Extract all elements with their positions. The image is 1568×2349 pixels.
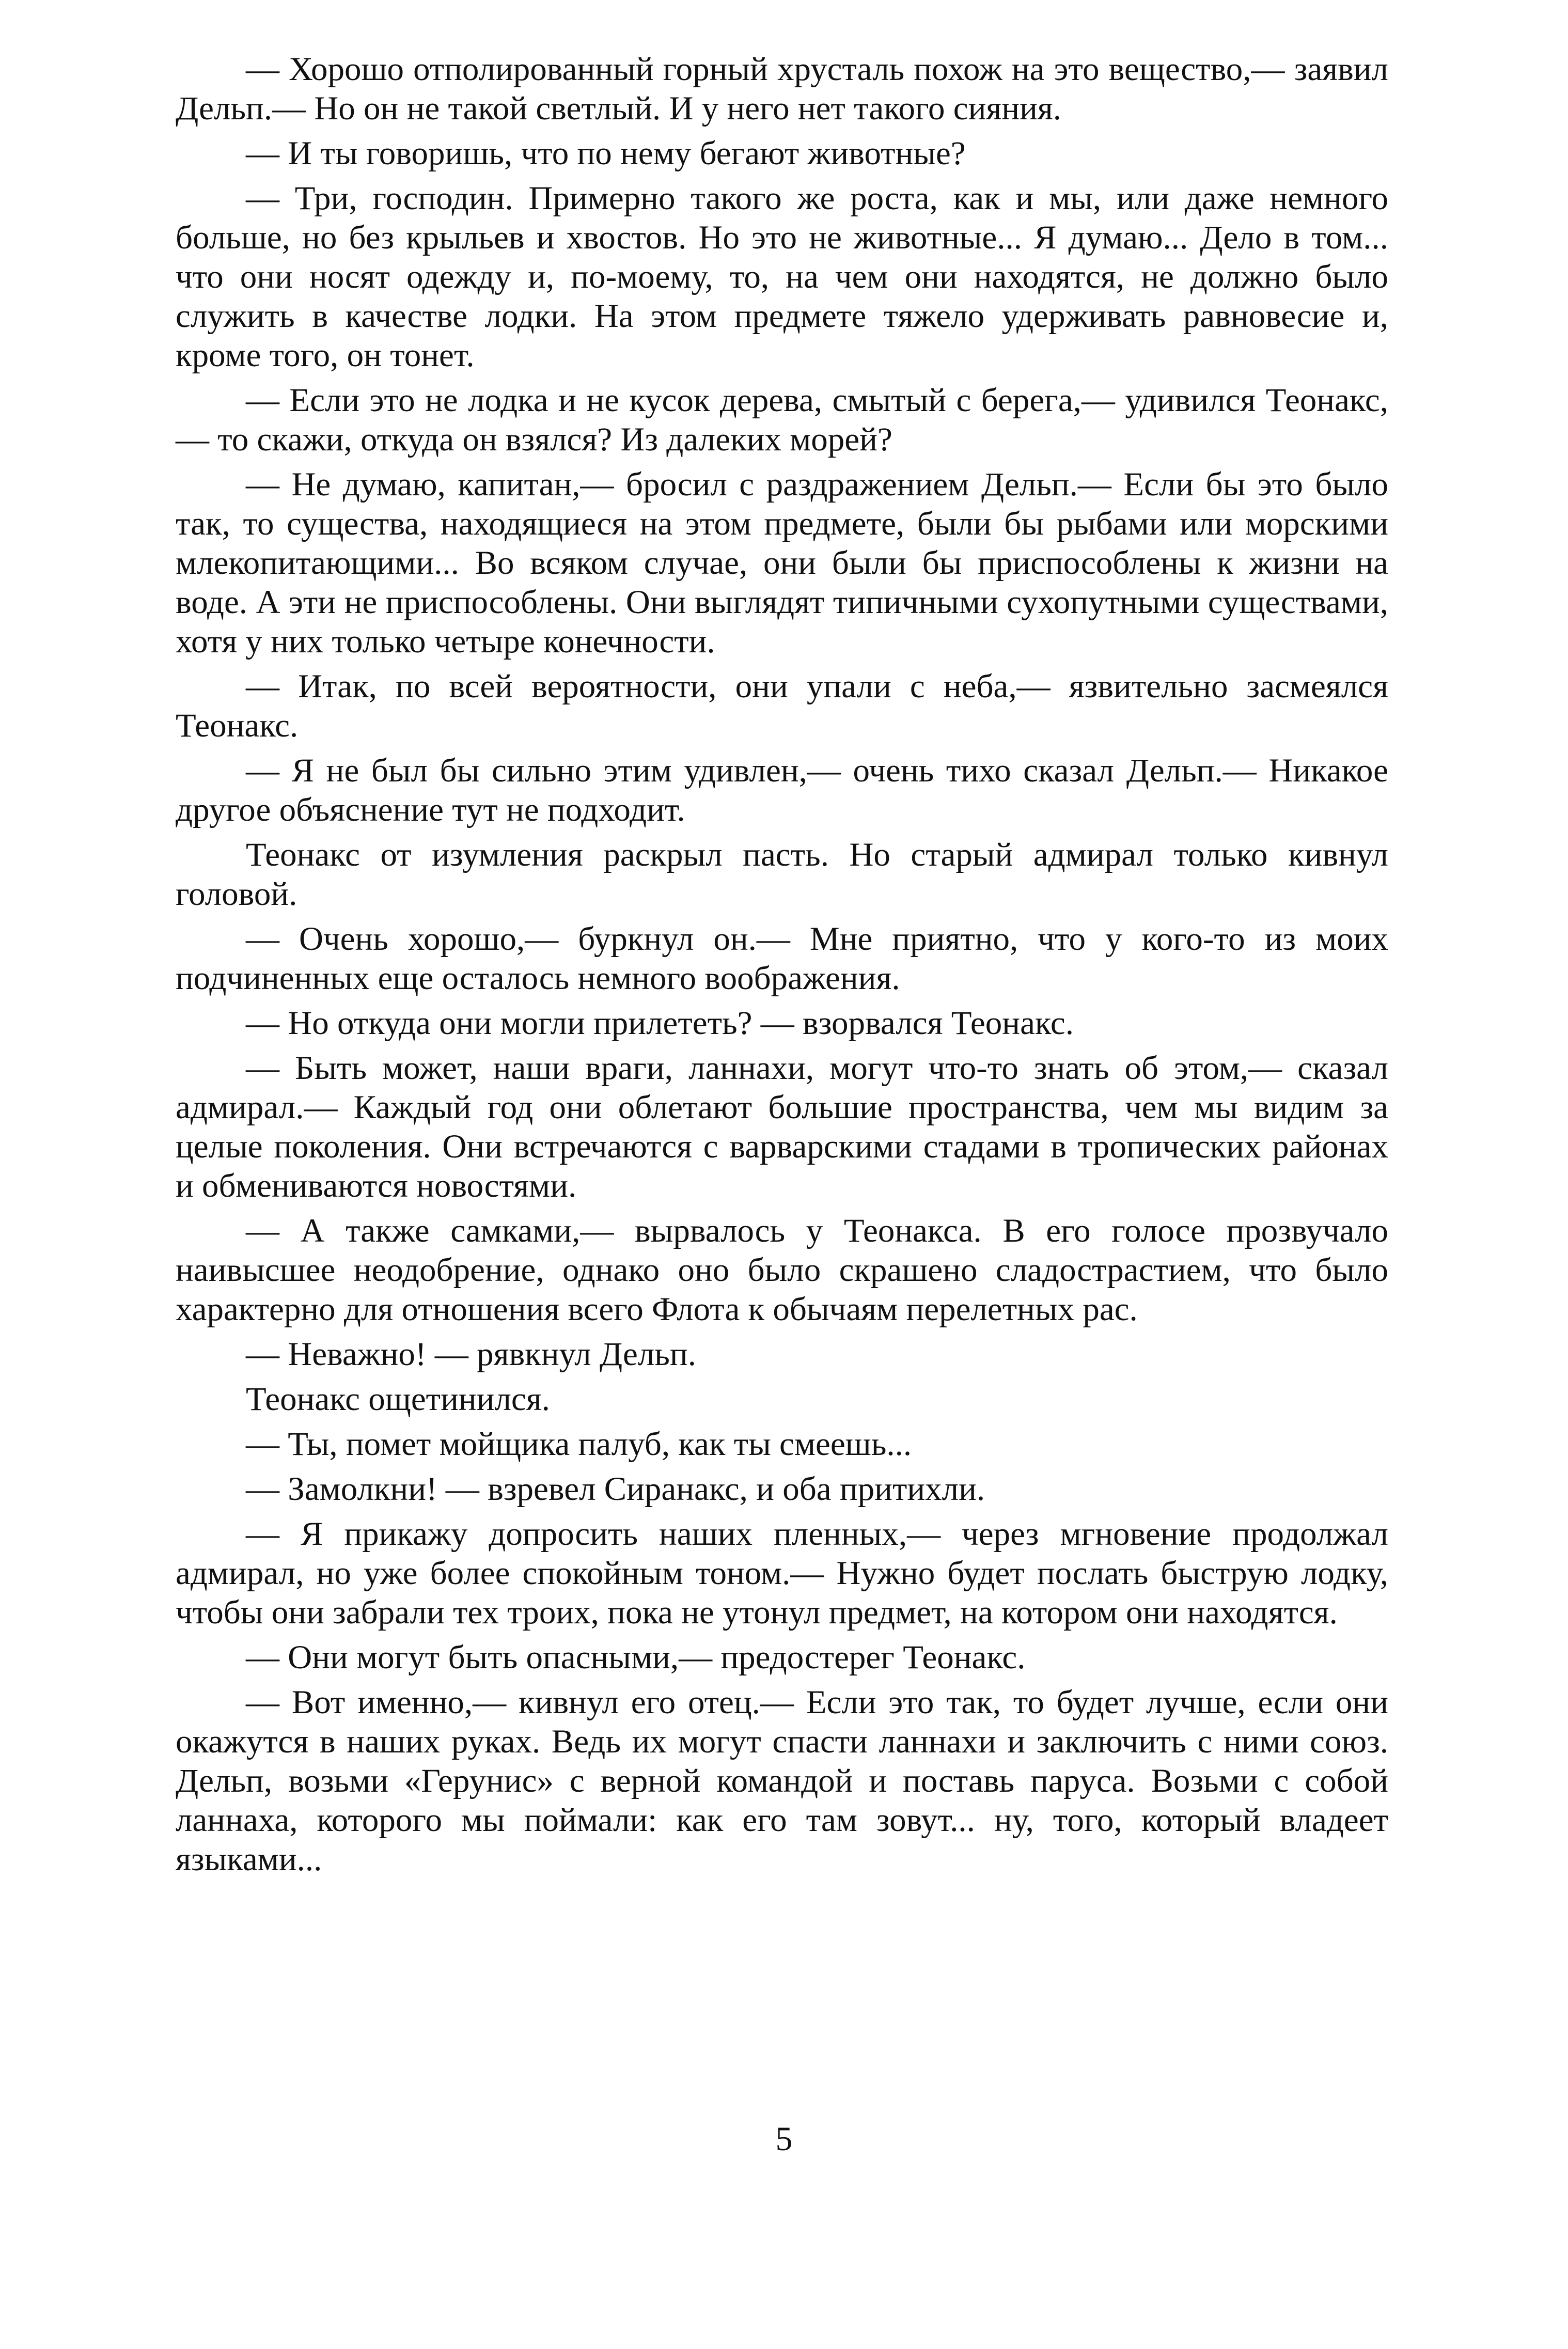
paragraph: — Итак, по всей вероятности, они упали с неба,— язвительно засмеялся Теонакс. (176, 668, 1388, 744)
paragraph: — И ты говоришь, что по нему бегают животные? (246, 135, 966, 172)
paragraph: Теонакс ощетинился. (246, 1381, 550, 1418)
paragraph: — Я не был бы сильно этим удивлен,— очень тихо сказал Дельп.— Никакое другое объяснение тут не подходит. (176, 752, 1388, 828)
paragraph: — Я прикажу допросить наших пленных,— через мгновение продолжал адмирал, но уже более спокойным тоном.— Нужно будет послать быструю лодку, чтобы они забрали тех троих, пока не утонул предмет, на котором они находятся. (176, 1515, 1388, 1631)
paragraph: — Очень хорошо,— буркнул он.— Мне приятно, что у кого-то из моих подчиненных еще осталось немного воображения. (176, 920, 1388, 997)
paragraph: — Хорошо отполированный горный хрусталь похож на это вещество,— заявил Дельп.— Но он не такой светлый. И у него нет такого сияния. (176, 51, 1388, 127)
paragraph: Теонакс от изумления раскрыл пасть. Но старый адмирал только кивнул головой. (176, 836, 1388, 913)
paragraph: — Быть может, наши враги, ланнахи, могут что-то знать об этом,— сказал адмирал.— Каждый год они облетают большие пространства, чем мы видим за целые поколения. Они встречаются с варварскими стадами в тропических районах и обмениваются новостями. (176, 1050, 1388, 1204)
page-number: 5 (775, 2120, 793, 2158)
paragraph: — Замолкни! — взревел Сиранакс, и оба притихли. (246, 1470, 985, 1508)
paragraph: — Три, господин. Примерно такого же роста, как и мы, или даже немного больше, но без крыльев и хвостов. Но это не животные... Я думаю... Дело в том... что они носят одежду и, по-моему, то, на чем они находятся, не должно было служить в качестве лодки. На этом предмете тяжело удерживать равновесие и, кроме того, он тонет. (176, 180, 1388, 374)
paragraph: — А также самками,— вырвалось у Теонакса. В его голосе прозвучало наивысшее неодобрение, однако оно было скрашено сладострастием, что было характерно для отношения всего Флота к обычаям перелетных рас. (176, 1212, 1388, 1328)
paragraph: — Ты, помет мойщика палуб, как ты смеешь... (246, 1426, 912, 1463)
paragraph: — Если это не лодка и не кусок дерева, смытый с берега,— удивился Теонакс,— то скажи, откуда он взялся? Из далеких морей? (176, 382, 1388, 458)
paragraph: — Они могут быть опасными,— предостерег Теонакс. (246, 1639, 1026, 1676)
paragraph: — Не думаю, капитан,— бросил с раздражением Дельп.— Если бы это было так, то существа, находящиеся на этом предмете, были бы рыбами или морскими млекопитающими... Во всяком случае, они были бы приспособлены к жизни на воде. А эти не приспособлены. Они выглядят типичными сухопутными существами, хотя у них только четыре конечности. (176, 466, 1388, 660)
paragraph: — Неважно! — рявкнул Дельп. (246, 1336, 696, 1373)
page-text (176, 50, 1388, 1885)
paragraph: — Вот именно,— кивнул его отец.— Если это так, то будет лучше, если они окажутся в наших руках. Ведь их могут спасти ланнахи и заключить с ними союз. Дельп, возьми «Герунис» с верной командой и поставь паруса. Возьми с собой ланнаха, которого мы поймали: как его там зовут... ну, того, который владеет языками... (176, 1684, 1388, 1878)
paragraph: — Но откуда они могли прилететь? — взорвался Теонакс. (246, 1005, 1074, 1042)
